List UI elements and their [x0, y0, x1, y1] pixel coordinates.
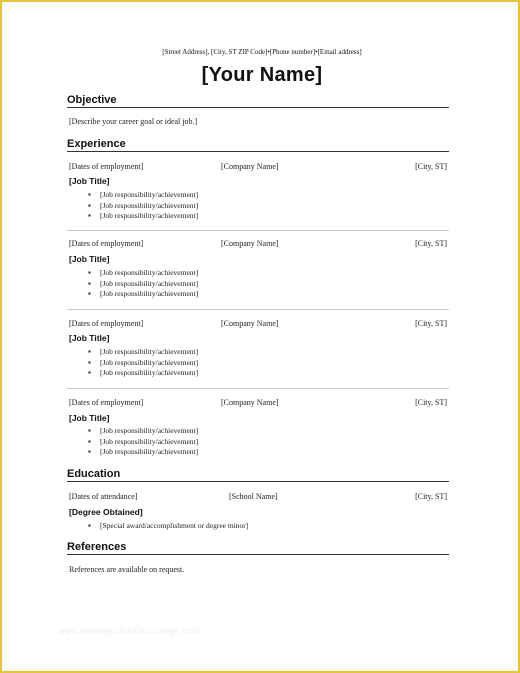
job-dates: [Dates of employment]	[69, 239, 144, 248]
education-location: [City, ST]	[415, 492, 447, 501]
job-location: [City, ST]	[415, 162, 447, 171]
job-title: [Job Title]	[69, 254, 110, 264]
list-item: ▪ [Job responsibility/achievement]	[88, 211, 199, 221]
job-dates: [Dates of employment]	[69, 319, 144, 328]
job-company: [Company Name]	[221, 239, 279, 248]
list-item: ▪ [Job responsibility/achievement]	[88, 268, 199, 277]
job-dates: [Dates of employment]	[69, 162, 144, 171]
job-row	[69, 398, 447, 409]
list-item: ▪ [Job responsibility/achievement]	[88, 436, 199, 446]
job-title: [Job Title]	[69, 333, 110, 343]
bullet-icon: ▪	[88, 278, 91, 288]
job-title: [Job Title]	[69, 413, 110, 423]
job-location: [City, ST]	[415, 398, 447, 407]
job-bullets	[88, 190, 198, 222]
bullet-icon: ▪	[88, 347, 91, 356]
bullet-icon: ▪	[88, 447, 91, 457]
list-item: ▪ [Job responsibility/achievement]	[88, 426, 199, 435]
education-dates: [Dates of attendance]	[69, 492, 138, 501]
bullet-icon: ▪	[88, 426, 91, 435]
job-divider	[67, 388, 449, 389]
list-item: ▪ [Job responsibility/achievement]	[88, 190, 199, 199]
bullet-icon: ▪	[88, 200, 91, 210]
job-company: [Company Name]	[221, 162, 279, 171]
watermark: www.heritagechristiancollege.com	[58, 626, 200, 636]
resume-page	[10, 10, 514, 667]
job-bullets	[88, 268, 198, 300]
job-location: [City, ST]	[415, 319, 447, 328]
job-row	[69, 319, 447, 330]
list-item: ▪ [Job responsibility/achievement]	[88, 347, 199, 356]
job-title: [Job Title]	[69, 176, 110, 186]
bullet-icon: ▪	[88, 268, 91, 277]
bullet-icon: ▪	[88, 368, 91, 378]
education-heading: Education	[67, 468, 449, 482]
bullet-icon: ▪	[88, 190, 91, 199]
job-company: [Company Name]	[221, 319, 279, 328]
school-name: [School Name]	[229, 492, 278, 501]
bullet-icon: ▪	[88, 521, 91, 530]
contact-line: [Street Address], [City, ST ZIP Code]•[Phone number]•[Email address]	[162, 48, 362, 56]
bullet-icon: ▪	[88, 211, 91, 221]
job-company: [Company Name]	[221, 398, 279, 407]
job-row	[69, 239, 447, 250]
job-bullets	[88, 347, 198, 379]
objective-heading: Objective	[67, 94, 449, 108]
list-item: ▪ [Job responsibility/achievement]	[88, 278, 199, 288]
references-heading: References	[67, 541, 449, 555]
experience-heading: Experience	[67, 138, 449, 152]
job-row	[69, 162, 447, 173]
references-text: References are available on request.	[69, 565, 185, 574]
job-divider	[67, 230, 449, 231]
bullet-icon: ▪	[88, 436, 91, 446]
job-divider	[67, 309, 449, 310]
bullet-icon: ▪	[88, 289, 91, 299]
bullet-icon: ▪	[88, 357, 91, 367]
degree-title: [Degree Obtained]	[69, 507, 143, 517]
list-item: ▪ [Special award/accomplishment or degree minor]	[88, 521, 249, 530]
education-row	[69, 492, 447, 503]
list-item: ▪ [Job responsibility/achievement]	[88, 447, 199, 457]
list-item: ▪ [Job responsibility/achievement]	[88, 289, 199, 299]
list-item: ▪ [Job responsibility/achievement]	[88, 357, 199, 367]
job-location: [City, ST]	[415, 239, 447, 248]
name-heading: [Your Name]	[201, 64, 323, 86]
education-bullets	[88, 521, 248, 532]
list-item: ▪ [Job responsibility/achievement]	[88, 368, 199, 378]
objective-text: [Describe your career goal or ideal job.]	[69, 117, 198, 126]
job-bullets	[88, 426, 198, 458]
job-dates: [Dates of employment]	[69, 398, 144, 407]
list-item: ▪ [Job responsibility/achievement]	[88, 200, 199, 210]
